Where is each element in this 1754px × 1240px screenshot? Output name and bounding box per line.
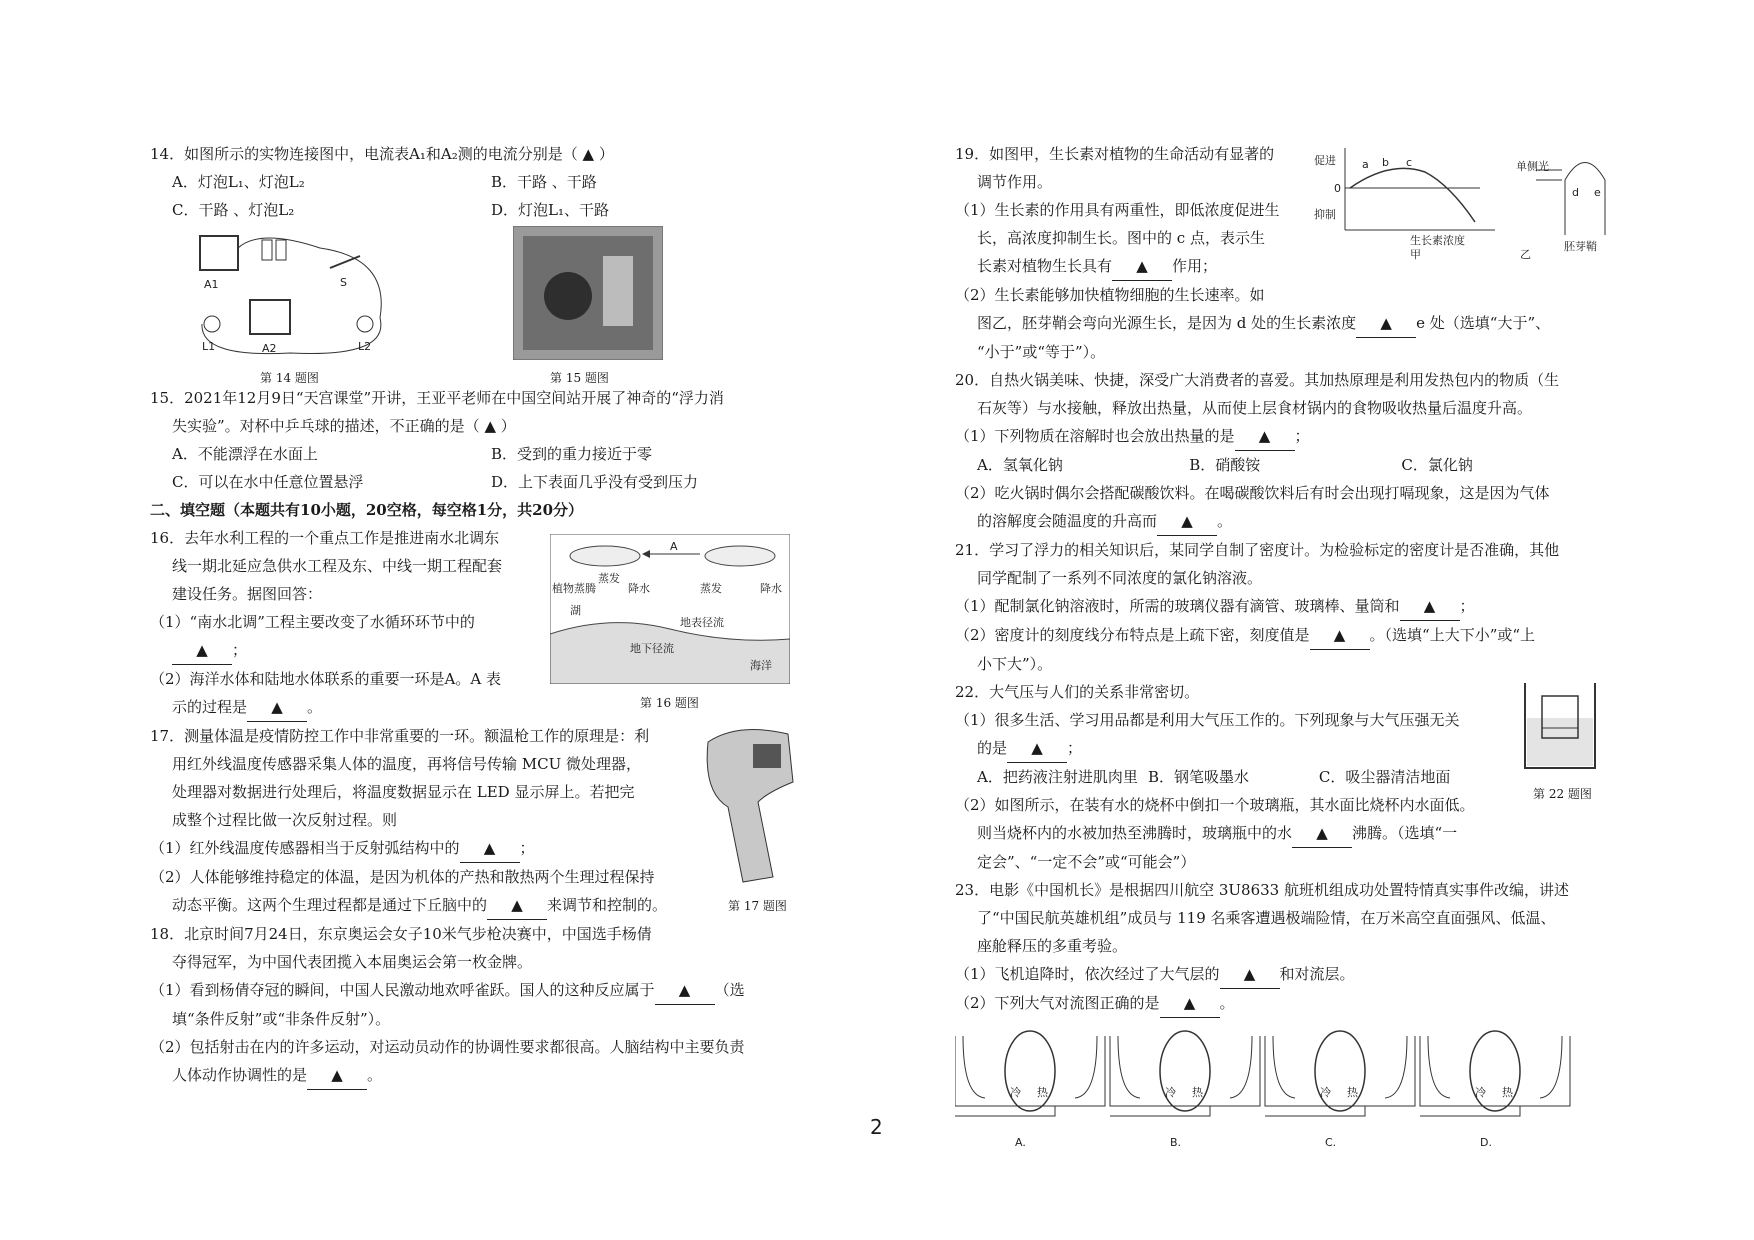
- q16-line2: 线一期北延应急供水工程及东、中线一期工程配套: [172, 557, 503, 575]
- q17-sub2-end: 来调节和控制的。: [547, 896, 668, 914]
- q22-sub1-line2: [955, 734, 1495, 763]
- q23-sub2: [955, 989, 1620, 1018]
- q19-sub2: （2）生长素能够加快植物细胞的生长速率。如: [955, 286, 1265, 304]
- auxin-label-inhibit: 抑制: [1314, 208, 1336, 221]
- q17-line3: 处理器对数据进行处理后，将温度数据显示在 LED 显示屏上。若把完: [172, 783, 635, 801]
- q19-line1: 19．如图甲，生长素对植物的生命活动有显著的: [955, 145, 1275, 163]
- q18-sub1: [150, 976, 810, 1005]
- q18-sub1-end: （选: [714, 981, 745, 999]
- q21-blank-1[interactable]: ▲: [1400, 592, 1460, 621]
- q17-line4: 成整个过程比做一次反射过程。则: [172, 811, 398, 829]
- q20-sub2-end: 。: [1217, 512, 1233, 530]
- q19-sub2-line3: “小于”或“等于”）。: [977, 343, 1106, 361]
- q21-sub2: [955, 621, 1620, 650]
- water-label-transpiration: 植物蒸腾: [552, 582, 596, 595]
- q14-stem: 14．如图所示的实物连接图中，电流表A₁和A₂测的电流分别是（ ▲ ）: [150, 145, 614, 163]
- q17-caption: 第 17 题图: [728, 899, 787, 913]
- convection-option-c[interactable]: [1265, 1031, 1415, 1149]
- q16-sub2-end: 。: [307, 698, 323, 716]
- auxin-axis-x: 生长素浓度: [1410, 234, 1465, 247]
- q23-line1: 23．电影《中国机长》是根据四川航空 3U8633 航班机组成功处置特情真实事件改编，讲述: [955, 881, 1569, 899]
- q19-block: [955, 140, 1620, 309]
- q22-sub1-text: 的是: [977, 739, 1008, 757]
- q16-caption: 第 16 题图: [640, 696, 699, 710]
- q15-stem-line2: 失实验”。对杯中乒乓球的描述，不正确的是（ ▲ ）: [172, 417, 516, 435]
- convection-d-hot: 热: [1502, 1086, 1513, 1099]
- circuit-label-a1: A1: [204, 278, 219, 291]
- q19-blank-1[interactable]: ▲: [1112, 252, 1172, 281]
- q23-sub1-text: （1）飞机追降时，依次经过了大气层的: [955, 965, 1220, 983]
- convection-c-label: C.: [1325, 1136, 1337, 1149]
- convection-b-cold: 冷: [1165, 1086, 1176, 1099]
- q22-sub2-line3: 定会”、“一定不会”或“可能会”）: [977, 853, 1196, 871]
- q17-block: [150, 722, 810, 920]
- q18-sub1-line2: 填“条件反射”或“非条件反射”）。: [172, 1010, 391, 1028]
- q20-sub1: [955, 422, 1620, 451]
- space-photo: [513, 226, 663, 360]
- auxin-label-zero: 0: [1334, 182, 1341, 195]
- q22-sub2: （2）如图所示，在装有水的烧杯中倒扣一个玻璃瓶，其水面比烧杯内水面低。: [955, 796, 1475, 814]
- q22-sub2-text: 则当烧杯内的水被加热至沸腾时，玻璃瓶中的水: [977, 824, 1293, 842]
- q19-sub1: （1）生长素的作用具有两重性，即低浓度促进生: [955, 201, 1280, 219]
- convection-d-cold: 冷: [1475, 1086, 1486, 1099]
- q21-blank-2[interactable]: ▲: [1310, 621, 1370, 650]
- q22-block: [955, 678, 1620, 876]
- section-2-heading: 二、填空题（本题共有10小题，20空格，每空格1分，共20分）: [150, 501, 584, 519]
- circuit-label-l2: L2: [358, 340, 372, 353]
- q21-sub2-line2: 小下大”）。: [977, 655, 1053, 673]
- convection-options-figure: [955, 1026, 1595, 1176]
- q17-blank-2[interactable]: ▲: [487, 891, 547, 920]
- q23-line2: 了“中国民航英雄机组”成员与 119 名乘客遭遇极端险情，在万米高空直面强风、低温、: [977, 909, 1556, 927]
- q22-option-b[interactable]: B．钢笔吸墨水: [1147, 768, 1249, 786]
- q22-option-a[interactable]: A．把药液注射进肌肉里: [977, 768, 1138, 786]
- q19-sub1-line2: 长，高浓度抑制生长。图中的 c 点，表示生: [977, 229, 1265, 247]
- auxin-label-yi: 乙: [1520, 248, 1531, 260]
- left-column: [150, 140, 810, 1090]
- right-column: [955, 140, 1620, 1185]
- beaker-figure: [1520, 678, 1600, 773]
- q20-option-a[interactable]: A．氢氧化钠: [977, 456, 1063, 474]
- q20-options: [955, 451, 1620, 479]
- water-label-evap2: 蒸发: [700, 582, 722, 595]
- q22-sub2-line2: [955, 819, 1495, 848]
- q16-sub2-line2: [150, 693, 550, 722]
- q14-figure-row: [150, 224, 810, 384]
- q14-option-b[interactable]: B．干路 、干路: [491, 173, 597, 191]
- convection-a-label: A.: [1015, 1136, 1026, 1149]
- q19-sub2-line2: [955, 309, 1620, 338]
- q18-sub2-text: 人体动作协调性的是: [172, 1066, 308, 1084]
- q16-sub2-text: 示的过程是: [172, 698, 248, 716]
- auxin-label-promote: 促进: [1314, 154, 1336, 167]
- convection-option-a[interactable]: [955, 1031, 1105, 1149]
- water-label-rain2: 降水: [760, 582, 782, 595]
- q18-blank-1[interactable]: ▲: [655, 976, 715, 1005]
- circuit-label-a2: A2: [262, 342, 277, 355]
- q19-sub1-text: 长素对植物生长具有: [977, 257, 1113, 275]
- q18-sub1-text: （1）看到杨倩夺冠的瞬间，中国人民激动地欢呼雀跃。国人的这种反应属于: [150, 981, 655, 999]
- q20-sub2: （2）吃火锅时偶尔会搭配碳酸饮料。在喝碳酸饮料后有时会出现打嗝现象，这是因为气体: [955, 484, 1550, 502]
- q20-sub2-line2: [955, 507, 1620, 536]
- circuit-label-l1: L1: [202, 340, 216, 353]
- q22-blank-2[interactable]: ▲: [1292, 819, 1352, 848]
- q18-blank-2[interactable]: ▲: [307, 1061, 367, 1090]
- auxin-label-light: 单侧光: [1516, 160, 1549, 173]
- q17-line2: 用红外线温度传感器采集人体的温度，再将信号传输 MCU 微处理器，: [172, 755, 642, 773]
- circuit-figure: [190, 228, 400, 358]
- q23-blank-1[interactable]: ▲: [1220, 960, 1280, 989]
- convection-d-label: D.: [1480, 1136, 1492, 1149]
- q23-blank-2[interactable]: ▲: [1160, 989, 1220, 1018]
- water-label-rain1: 降水: [628, 582, 650, 595]
- water-label-evap1: 蒸发: [598, 572, 620, 585]
- q16-line3: 建设任务。据图回答：: [172, 585, 323, 603]
- q15-stem-line1: 15．2021年12月9日“天宫课堂”开讲，王亚平老师在中国空间站开展了神奇的“浮力消: [150, 389, 724, 407]
- q21-sub1-text: （1）配制氯化钠溶液时，所需的玻璃仪器有滴管、玻璃棒、量筒和: [955, 597, 1400, 615]
- auxin-point-b: b: [1382, 156, 1389, 169]
- q21-sub1: [955, 592, 1620, 621]
- q16-line1: 16．去年水利工程的一个重点工作是推进南水北调东: [150, 529, 500, 547]
- q16-sub1: （1）“南水北调”工程主要改变了水循环环节中的: [150, 613, 475, 631]
- q19-sub1-end: 作用；: [1172, 257, 1218, 275]
- q17-sub1-text: （1）红外线温度传感器相当于反射弧结构中的: [150, 839, 460, 857]
- q17-blank-1[interactable]: ▲: [460, 834, 520, 863]
- q20-line1: 20．自热火锅美味、快捷，深受广大消费者的喜爱。其加热原理是利用发热包内的物质（生: [955, 371, 1560, 389]
- q21-sub1-end: ；: [1459, 597, 1475, 615]
- q18-line1: 18．北京时间7月24日，东京奥运会女子10米气步枪决赛中，中国选手杨倩: [150, 925, 652, 943]
- q22-sub1-end: ；: [1067, 739, 1083, 757]
- q16-sub1-end: ；: [232, 641, 248, 659]
- auxin-label-d: d: [1572, 186, 1579, 199]
- q18-sub2: （2）包括射击在内的许多运动，对运动员动作的协调性要求都很高。人脑结构中主要负责: [150, 1038, 745, 1056]
- q18-sub2-line2: [150, 1061, 810, 1090]
- convection-a-hot: 热: [1037, 1086, 1048, 1099]
- circuit-label-s: S: [340, 276, 347, 289]
- q22-options: [955, 763, 1495, 791]
- q22-sub2-text2: 沸腾。（选填“一: [1352, 824, 1458, 842]
- q16-blank-1[interactable]: ▲: [172, 636, 232, 665]
- q21-line2: 同学配制了一系列不同浓度的氯化钠溶液。: [977, 569, 1263, 587]
- q15-option-c[interactable]: C．可以在水中任意位置悬浮: [172, 473, 364, 491]
- water-label-ocean: 海洋: [750, 659, 772, 672]
- q20-option-c[interactable]: C．氯化钠: [1401, 456, 1473, 474]
- convection-b-hot: 热: [1192, 1086, 1203, 1099]
- q15-option-a[interactable]: A．不能漂浮在水面上: [172, 445, 318, 463]
- auxin-label-e: e: [1594, 186, 1601, 199]
- q17-line1: 17．测量体温是疫情防控工作中非常重要的一环。额温枪工作的原理是：利: [150, 727, 650, 745]
- q14-caption: 第 14 题图: [260, 371, 319, 385]
- water-label-a: A: [670, 540, 678, 553]
- q23-sub2-text: （2）下列大气对流图正确的是: [955, 994, 1160, 1012]
- q16-blank-2[interactable]: ▲: [247, 693, 307, 722]
- q17-sub1-end: ；: [519, 839, 535, 857]
- q16-block: [150, 524, 810, 722]
- q20-blank-1[interactable]: ▲: [1235, 422, 1295, 451]
- q17-sub2-line2: [150, 891, 695, 920]
- q20-blank-2[interactable]: ▲: [1157, 507, 1217, 536]
- q23-sub2-end: 。: [1219, 994, 1235, 1012]
- q23-sub1: [955, 960, 1620, 989]
- q18-sub2-end: 。: [367, 1066, 383, 1084]
- q20-sub1-text: （1）下列物质在溶解时也会放出热量的是: [955, 427, 1235, 445]
- q14-option-a[interactable]: A．灯泡L₁、灯泡L₂: [172, 173, 305, 191]
- convection-b-label: B.: [1170, 1136, 1182, 1149]
- q22-option-c[interactable]: C．吸尘器清洁地面: [1318, 768, 1451, 786]
- q14-option-d[interactable]: D．灯泡L₁、干路: [491, 201, 610, 219]
- q19-sub2-text2: e 处（选填“大于”、: [1416, 314, 1551, 332]
- convection-option-d[interactable]: [1420, 1031, 1570, 1149]
- q22-blank-1[interactable]: ▲: [1007, 734, 1067, 763]
- q22-caption: 第 22 题图: [1533, 787, 1592, 801]
- water-label-ground: 地下径流: [630, 642, 674, 655]
- q17-sub2-text: 动态平衡。这两个生理过程都是通过下丘脑中的: [172, 896, 488, 914]
- page-number: 2: [870, 1115, 883, 1139]
- auxin-label-jia: 甲: [1410, 248, 1421, 260]
- q20-sub2-text: 的溶解度会随温度的升高而: [977, 512, 1158, 530]
- water-cycle-figure: [550, 534, 790, 684]
- q15-option-b[interactable]: B．受到的重力接近于零: [491, 445, 653, 463]
- q19-sub2-text: 图乙，胚芽鞘会弯向光源生长，是因为 d 处的生长素浓度: [977, 314, 1357, 332]
- q15-caption: 第 15 题图: [550, 371, 609, 385]
- q14-options: [150, 168, 810, 224]
- q20-line2: 石灰等）与水接触，释放出热量，从而使上层食材锅内的食物吸收热量后温度升高。: [977, 399, 1533, 417]
- q16-sub1-blank-line: [150, 636, 550, 665]
- q14-option-c[interactable]: C．干路 、灯泡L₂: [172, 201, 295, 219]
- auxin-point-c: c: [1406, 156, 1413, 169]
- convection-c-cold: 冷: [1320, 1086, 1331, 1099]
- convection-option-b[interactable]: [1110, 1031, 1260, 1149]
- q16-sub2: （2）海洋水体和陆地水体联系的重要一环是A。A 表: [150, 670, 501, 688]
- q18-line2: 夺得冠军，为中国代表团揽入本届奥运会第一枚金牌。: [172, 953, 533, 971]
- auxin-figure: [1310, 140, 1620, 260]
- q19-blank-2[interactable]: ▲: [1356, 309, 1416, 338]
- convection-a-cold: 冷: [1010, 1086, 1021, 1099]
- q19-sub1-line3: [955, 252, 1315, 281]
- q20-option-b[interactable]: B．硝酸铵: [1189, 456, 1261, 474]
- q21-sub2-text: （2）密度计的刻度线分布特点是上疏下密，刻度值是: [955, 626, 1310, 644]
- q21-sub2-text2: 。（选填“上大下小”或“上: [1369, 626, 1536, 644]
- q17-sub1: [150, 834, 695, 863]
- q23-line3: 座舱释压的多重考验。: [977, 937, 1128, 955]
- auxin-point-a: a: [1362, 158, 1369, 171]
- q19-line2: 调节作用。: [977, 173, 1053, 191]
- q22-sub1: （1）很多生活、学习用品都是利用大气压工作的。下列现象与大气压强无关: [955, 711, 1460, 729]
- q22-line1: 22．大气压与人们的关系非常密切。: [955, 683, 1200, 701]
- q21-line1: 21．学习了浮力的相关知识后，某同学自制了密度计。为检验标定的密度计是否准确，其他: [955, 541, 1560, 559]
- water-label-lake: 湖: [570, 604, 581, 617]
- q23-sub1-end: 和对流层。: [1279, 965, 1355, 983]
- q20-sub1-end: ；: [1294, 427, 1310, 445]
- water-label-surface: 地表径流: [680, 616, 724, 629]
- q15-option-d[interactable]: D．上下表面几乎没有受到压力: [491, 473, 699, 491]
- q17-sub2: （2）人体能够维持稳定的体温，是因为机体的产热和散热两个生理过程保持: [150, 868, 655, 886]
- thermometer-gun-figure: [698, 722, 803, 887]
- auxin-label-coleoptile: 胚芽鞘: [1564, 240, 1597, 253]
- q15-options: [150, 440, 810, 496]
- convection-c-hot: 热: [1347, 1086, 1358, 1099]
